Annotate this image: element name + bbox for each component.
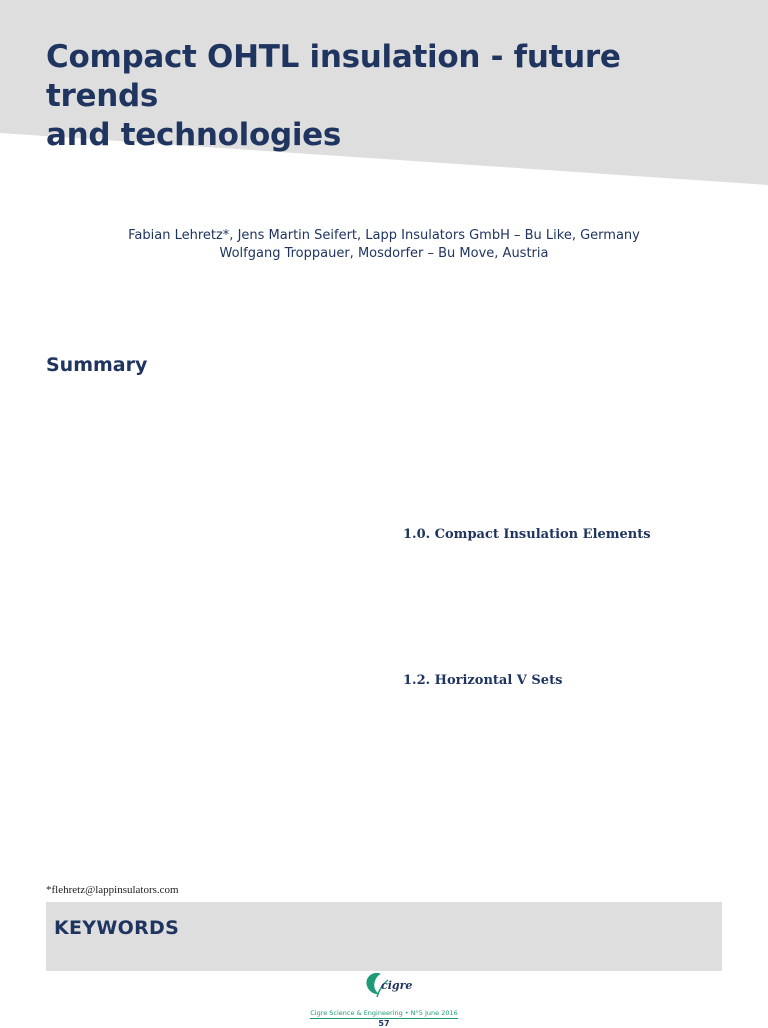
- page-footer: [0, 970, 768, 1028]
- subsection-compact-insulation-heading: 1.0. Compact Insulation Elements: [403, 527, 651, 542]
- keywords-box: [46, 902, 722, 971]
- title-line-1: Compact OHTL insulation - future trends: [46, 39, 621, 114]
- title-line-2: and technologies: [46, 117, 342, 153]
- authors-block: [0, 227, 768, 263]
- cigre-logo-icon: [361, 970, 413, 1000]
- section-summary-heading: Summary: [46, 354, 148, 376]
- journal-citation: Cigre Science & Engineering • N°5 June 2016: [310, 1009, 458, 1017]
- subsection-horizontal-v-sets-heading: 1.2. Horizontal V Sets: [403, 673, 563, 688]
- keywords-heading: KEYWORDS: [54, 917, 180, 939]
- page-title: [46, 38, 686, 155]
- svg-text:cigre: cigre: [381, 979, 413, 992]
- page-number: 57: [378, 1019, 390, 1028]
- authors-line-2: Wolfgang Troppauer, Mosdorfer – Bu Move, Austria: [219, 246, 549, 261]
- authors-line-1: Fabian Lehretz*, Jens Martin Seifert, Lapp Insulators GmbH – Bu Like, Germany: [128, 228, 640, 243]
- author-email-footnote: *flehretz@lappinsulators.com: [46, 884, 179, 896]
